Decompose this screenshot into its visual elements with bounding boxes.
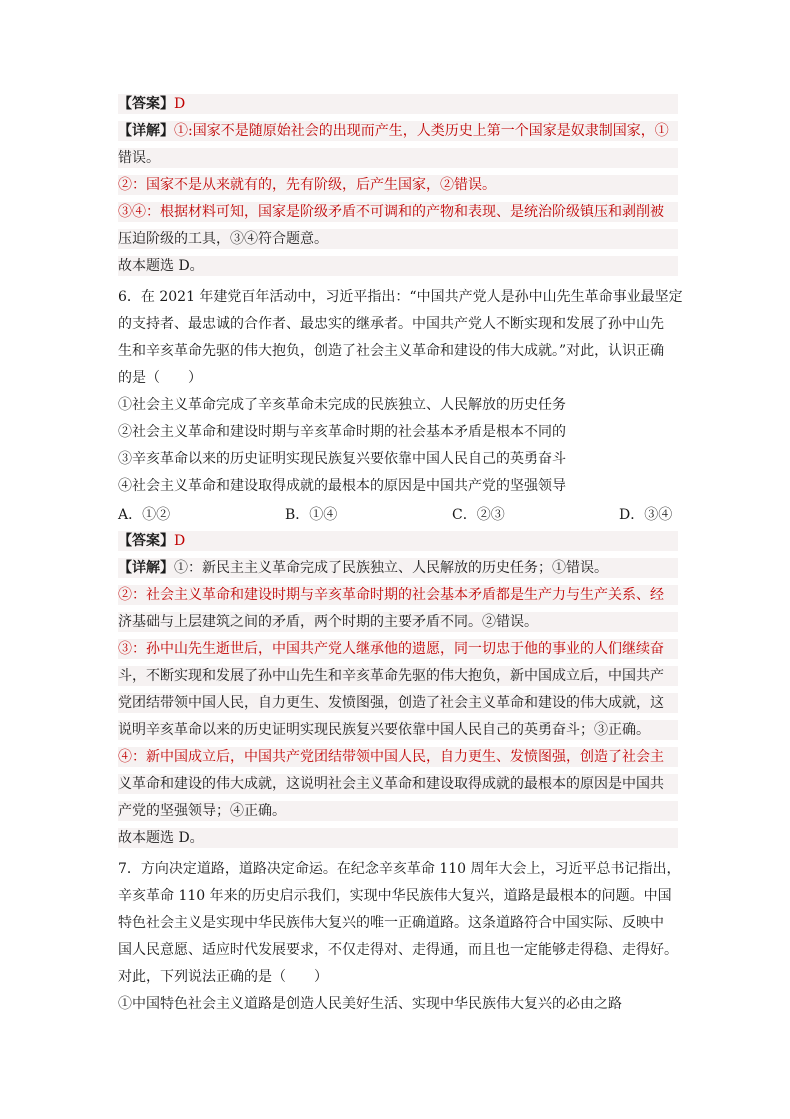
q6-stem-line: 的支持者、最忠诚的合作者、最忠实的继承者。中国共产党人不断实现和发展了孙中山先	[118, 316, 664, 332]
answer-value: D	[174, 96, 186, 112]
q6-option-b: B．①④	[285, 507, 338, 523]
q6-stem-line: 生和辛亥革命先驱的伟大抱负，创造了社会主义革命和建设的伟大成就。”对此，认识正确	[118, 343, 665, 359]
detail-tag: 【详解】	[118, 123, 174, 139]
q5-detail-line	[118, 121, 678, 141]
q6-detail-line: 济基础与上层建筑之间的矛盾，两个时期的主要矛盾不同。②错误。	[118, 612, 678, 632]
detail-text: ①：新民主主义革命完成了民族独立、人民解放的历史任务；①错误。	[174, 560, 608, 576]
q5-conclusion: 故本题选 D。	[118, 256, 678, 276]
q6-detail-line: 党团结带领中国人民，自力更生、发愤图强，创造了社会主义革命和建设的伟大成就，这	[118, 693, 678, 713]
q6-conclusion: 故本题选 D。	[118, 828, 678, 848]
q6-answer-line	[118, 531, 678, 551]
q6-item: ④社会主义革命和建设取得成就的最根本的原因是中国共产党的坚强领导	[118, 478, 566, 494]
q7-stem-line: 辛亥革命 110 年来的历史启示我们，实现中华民族伟大复兴，道路是最根本的问题。中国	[118, 888, 672, 904]
q7-stem-line: 特色社会主义是实现中华民族伟大复兴的唯一正确道路。这条道路符合中国实际、反映中	[118, 915, 664, 931]
q6-detail-line	[118, 558, 678, 578]
q7-stem-line: 国人民意愿、适应时代发展要求，不仅走得对、走得通，而且也一定能够走得稳、走得好。	[118, 942, 678, 958]
q7-item: ①中国特色社会主义道路是创造人民美好生活、实现中华民族伟大复兴的必由之路	[118, 996, 622, 1012]
q6-detail-line: 斗，不断实现和发展了孙中山先生和辛亥革命先驱的伟大抱负，新中国成立后，中国共产	[118, 666, 678, 686]
q5-detail-line: ②：国家不是从来就有的，先有阶级，后产生国家，②错误。	[118, 175, 678, 195]
q6-item: ①社会主义革命完成了辛亥革命未完成的民族独立、人民解放的历史任务	[118, 397, 566, 413]
q6-stem-line: 6．在 2021 年建党百年活动中，习近平指出：“中国共产党人是孙中山先生革命事业最坚定	[118, 289, 683, 305]
q6-detail-line: 产党的坚强领导；④正确。	[118, 801, 678, 821]
detail-text: ①:国家不是随原始社会的出现而产生，人类历史上第一个国家是奴隶制国家，①	[174, 123, 669, 139]
q6-item: ②社会主义革命和建设时期与辛亥革命时期的社会基本矛盾是根本不同的	[118, 424, 566, 440]
q7-stem-line: 7．方向决定道路，道路决定命运。在纪念辛亥革命 110 周年大会上，习近平总书记指出，	[118, 861, 681, 877]
q6-detail-line: 义革命和建设的伟大成就，这说明社会主义革命和建设取得成就的最根本的原因是中国共	[118, 774, 678, 794]
q6-item: ③辛亥革命以来的历史证明实现民族复兴要依靠中国人民自己的英勇奋斗	[118, 451, 566, 467]
q5-detail-line: 压迫阶级的工具，③④符合题意。	[118, 229, 678, 249]
q6-stem-line: 的是（ ）	[118, 370, 202, 386]
q7-stem-line: 对此，下列说法正确的是（ ）	[118, 969, 328, 985]
answer-tag: 【答案】	[118, 96, 174, 112]
q6-detail-line: ②：社会主义革命和建设时期与辛亥革命时期的社会基本矛盾都是生产力与生产关系、经	[118, 585, 678, 605]
q6-detail-line: ④：新中国成立后，中国共产党团结带领中国人民，自力更生、发愤图强，创造了社会主	[118, 747, 678, 767]
q6-detail-line: 说明辛亥革命以来的历史证明实现民族复兴要依靠中国人民自己的英勇奋斗；③正确。	[118, 720, 678, 740]
detail-tag: 【详解】	[118, 560, 174, 576]
q5-answer-line	[118, 94, 678, 114]
q5-detail-line: 错误。	[118, 148, 678, 168]
answer-value: D	[174, 533, 186, 549]
q5-detail-line: ③④：根据材料可知，国家是阶级矛盾不可调和的产物和表现、是统治阶级镇压和剥削被	[118, 202, 678, 222]
q6-option-d: D．③④	[619, 507, 673, 523]
answer-tag: 【答案】	[118, 533, 174, 549]
q6-detail-line: ③：孙中山先生逝世后，中国共产党人继承他的遗愿，同一切忠于他的事业的人们继续奋	[118, 639, 678, 659]
q6-option-c: C．②③	[452, 507, 505, 523]
q6-option-a: A．①②	[118, 507, 171, 523]
